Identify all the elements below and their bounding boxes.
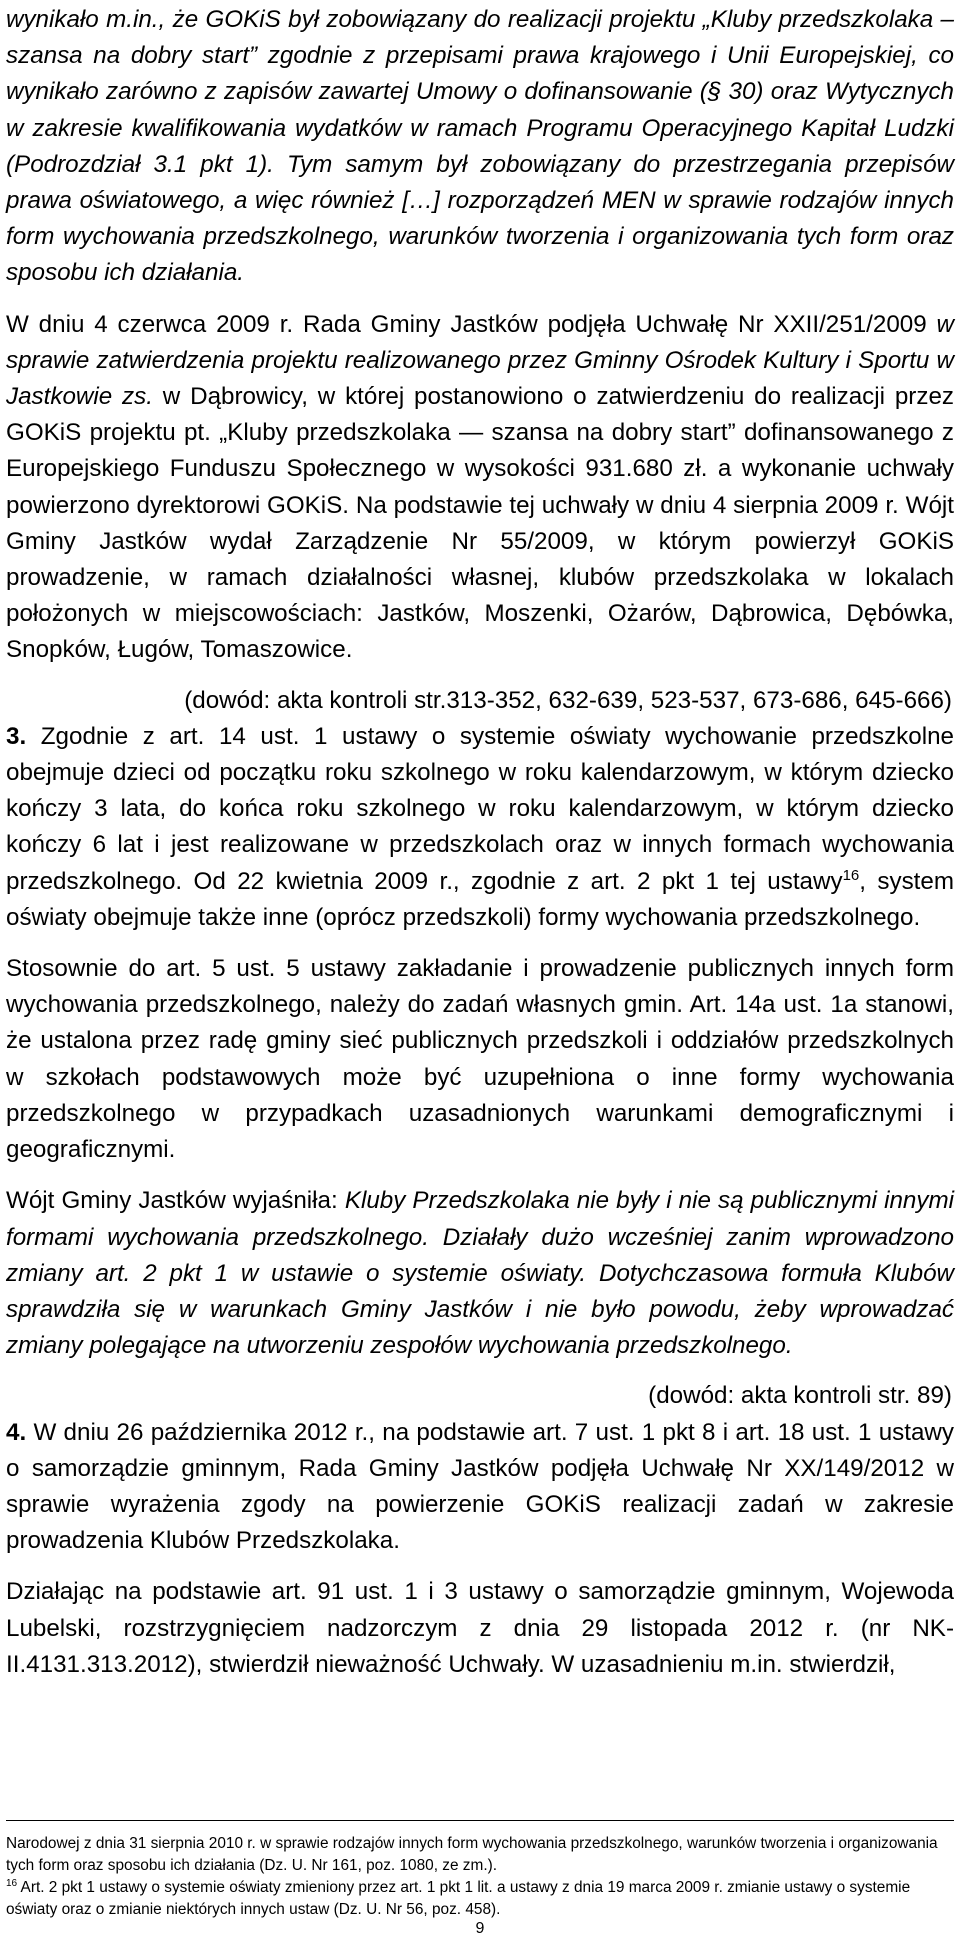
paragraph-2-resolution-title: w sprawie zatwierdzenia projektu realizowanego przez Gminny Ośrodek Kultury i Sportu w Jastkowie zs. <box>6 310 954 411</box>
paragraph-3 <box>6 719 954 936</box>
footnote-ref-16[interactable]: 16 <box>842 866 860 884</box>
footnote-16-text: Art. 2 pkt 1 ustawy o systemie oświaty zmieniony przez art. 1 pkt 1 lit. a ustawy z dnia 19 marca 2009 r. zmianie ustawy o systemie oświaty oraz o zmianie niektórych innych ustaw (Dz. U. Nr 56, poz. 458). <box>6 1879 911 1918</box>
evidence-note-2: (dowód: akta kontroli str. 89) <box>648 1382 952 1410</box>
paragraph-1-quote-cont: Tym samym był zobowiązany do przestrzegania przepisów prawa oświatowego, a więc również […] rozporządzeń MEN w sprawie rodzajów innych form wychowania przedszkolnego, warunków tworzenia i organizowania tych form oraz sposobu ich działania. <box>6 150 954 287</box>
paragraph-2 <box>6 307 954 669</box>
paragraph-5-intro: Wójt Gminy Jastków wyjaśniła: <box>6 1187 345 1215</box>
paragraph-3-text: Zgodnie z art. 14 ust. 1 ustawy o systemie oświaty wychowanie przedszkolne obejmuje dzieci od początku roku szkolnego w roku kalendarzowym, w którym dziecko kończy 3 lata, do końca roku szkolnego w roku kalendarzowym, w którym dziecko kończy 6 lat i jest realizowane w przedszkolach oraz w innych formach wychowania przedszkolnego. Od 22 kwietnia 2009 r., zgodnie z art. 2 pkt 1 tej ustawy <box>6 722 954 895</box>
paragraph-3-text-end: , system oświaty obejmuje także inne (oprócz przedszkoli) formy wychowania przedszkolnego. <box>6 867 954 931</box>
footnotes <box>6 1820 954 1921</box>
paragraph-6 <box>6 1415 954 1560</box>
body-text <box>6 2 954 1683</box>
evidence-note-1: (dowód: akta kontroli str.313-352, 632-639, 523-537, 673-686, 645-666) <box>184 686 952 714</box>
paragraph-2-start: W dniu 4 czerwca 2009 r. Rada Gminy Jastków podjęła Uchwałę Nr XXII/251/2009 <box>6 310 937 338</box>
paragraph-6-text: W dniu 26 października 2012 r., na podstawie art. 7 ust. 1 pkt 8 i art. 18 ust. 1 ustawy o samorządzie gminnym, Rada Gminy Jastków podjęła Uchwałę Nr XX/149/2012 w sprawie wyrażenia zgody na powierzenie GOKiS realizacji zadań w zakresie prowadzenia Klubów Przedszkolaka. <box>6 1418 954 1555</box>
page-number: 9 <box>475 1920 485 1937</box>
paragraph-7: Działając na podstawie art. 91 ust. 1 i 3 ustawy o samorządzie gminnym, Wojewoda Lubelski, rozstrzygnięciem nadzorczym z dnia 29 listopada 2012 r. (nr NK-II.4131.313.2012), stwierdził nieważność Uchwały. W uzasadnieniu m.in. stwierdził, <box>6 1578 954 1678</box>
footnote-16-mark: 16 <box>6 1877 18 1889</box>
footnote-16 <box>6 1877 954 1921</box>
paragraph-4: Stosownie do art. 5 ust. 5 ustawy zakładanie i prowadzenie publicznych innych form wychowania przedszkolnego, należy do zadań własnych gmin. Art. 14a ust. 1a stanowi, że ustalona przez radę gminy sieć publicznych przedszkoli i oddziałów przedszkolnych w szkołach podstawowych może być uzupełniona o inne formy wychowania przedszkolnego w przypadkach uzasadnionych warunkami demograficznymi i geograficznymi. <box>6 955 954 1164</box>
paragraph-5 <box>6 1183 954 1364</box>
footnote-continuation: Narodowej z dnia 31 sierpnia 2010 r. w sprawie rodzajów innych form wychowania przedszkolnego, warunków tworzenia i organizowania tych form oraz sposobu ich działania (Dz. U. Nr 161, poz. 1080, ze zm.). <box>6 1835 938 1874</box>
paragraph-2-rest: w Dąbrowicy, w której postanowiono o zatwierdzeniu do realizacji przez GOKiS projektu pt. „Kluby przedszkolaka — szansa na dobry start” dofinansowanego z Europejskiego Funduszu Społecznego w wysokości 931.680 zł. a wykonanie uchwały powierzono dyrektorowi GOKiS. Na podstawie tej uchwały w dniu 4 sierpnia 2009 r. Wójt Gminy Jastków wydał Zarządzenie Nr 55/2009, w którym powierzył GOKiS prowadzenie, w ramach działalności własnej, klubów przedszkolaka w lokalach położonych w miejscowościach: Jastków, Moszenki, Ożarów, Dąbrowica, Dębówka, Snopków, Ługów, Tomaszowice. <box>6 383 954 664</box>
section-number-3: 3. <box>6 722 27 750</box>
paragraph-1-quote: wynikało m.in., że GOKiS był zobowiązany do realizacji projektu „Kluby przedszkolaka – szansa na dobry start” zgodnie z przepisami prawa krajowego i Unii Europejskiej, co wynikało zarówno z zapisów zawartej Umowy o dofinansowanie (§ 30) oraz Wytycznych w zakresie kwalifikowania wydatków w ramach Programu Operacyjnego Kapitał Ludzki (Podrozdział 3.1 pkt 1). <box>6 6 954 178</box>
paragraph-5-quote: Kluby Przedszkolaka nie były i nie są publicznymi innymi formami wychowania przedszkolnego. Działały dużo wcześniej zanim wprowadzono zmiany art. 2 pkt 1 w ustawie o systemie oświaty. Dotychczasowa formuła Klubów sprawdziła się w warunkach Gminy Jastków i nie było powodu, żeby wprowadzać zmiany polegające na utworzeniu zespołów wychowania przedszkolnego. <box>6 1187 954 1360</box>
paragraph-1 <box>6 2 954 292</box>
section-number-4: 4. <box>6 1418 27 1446</box>
